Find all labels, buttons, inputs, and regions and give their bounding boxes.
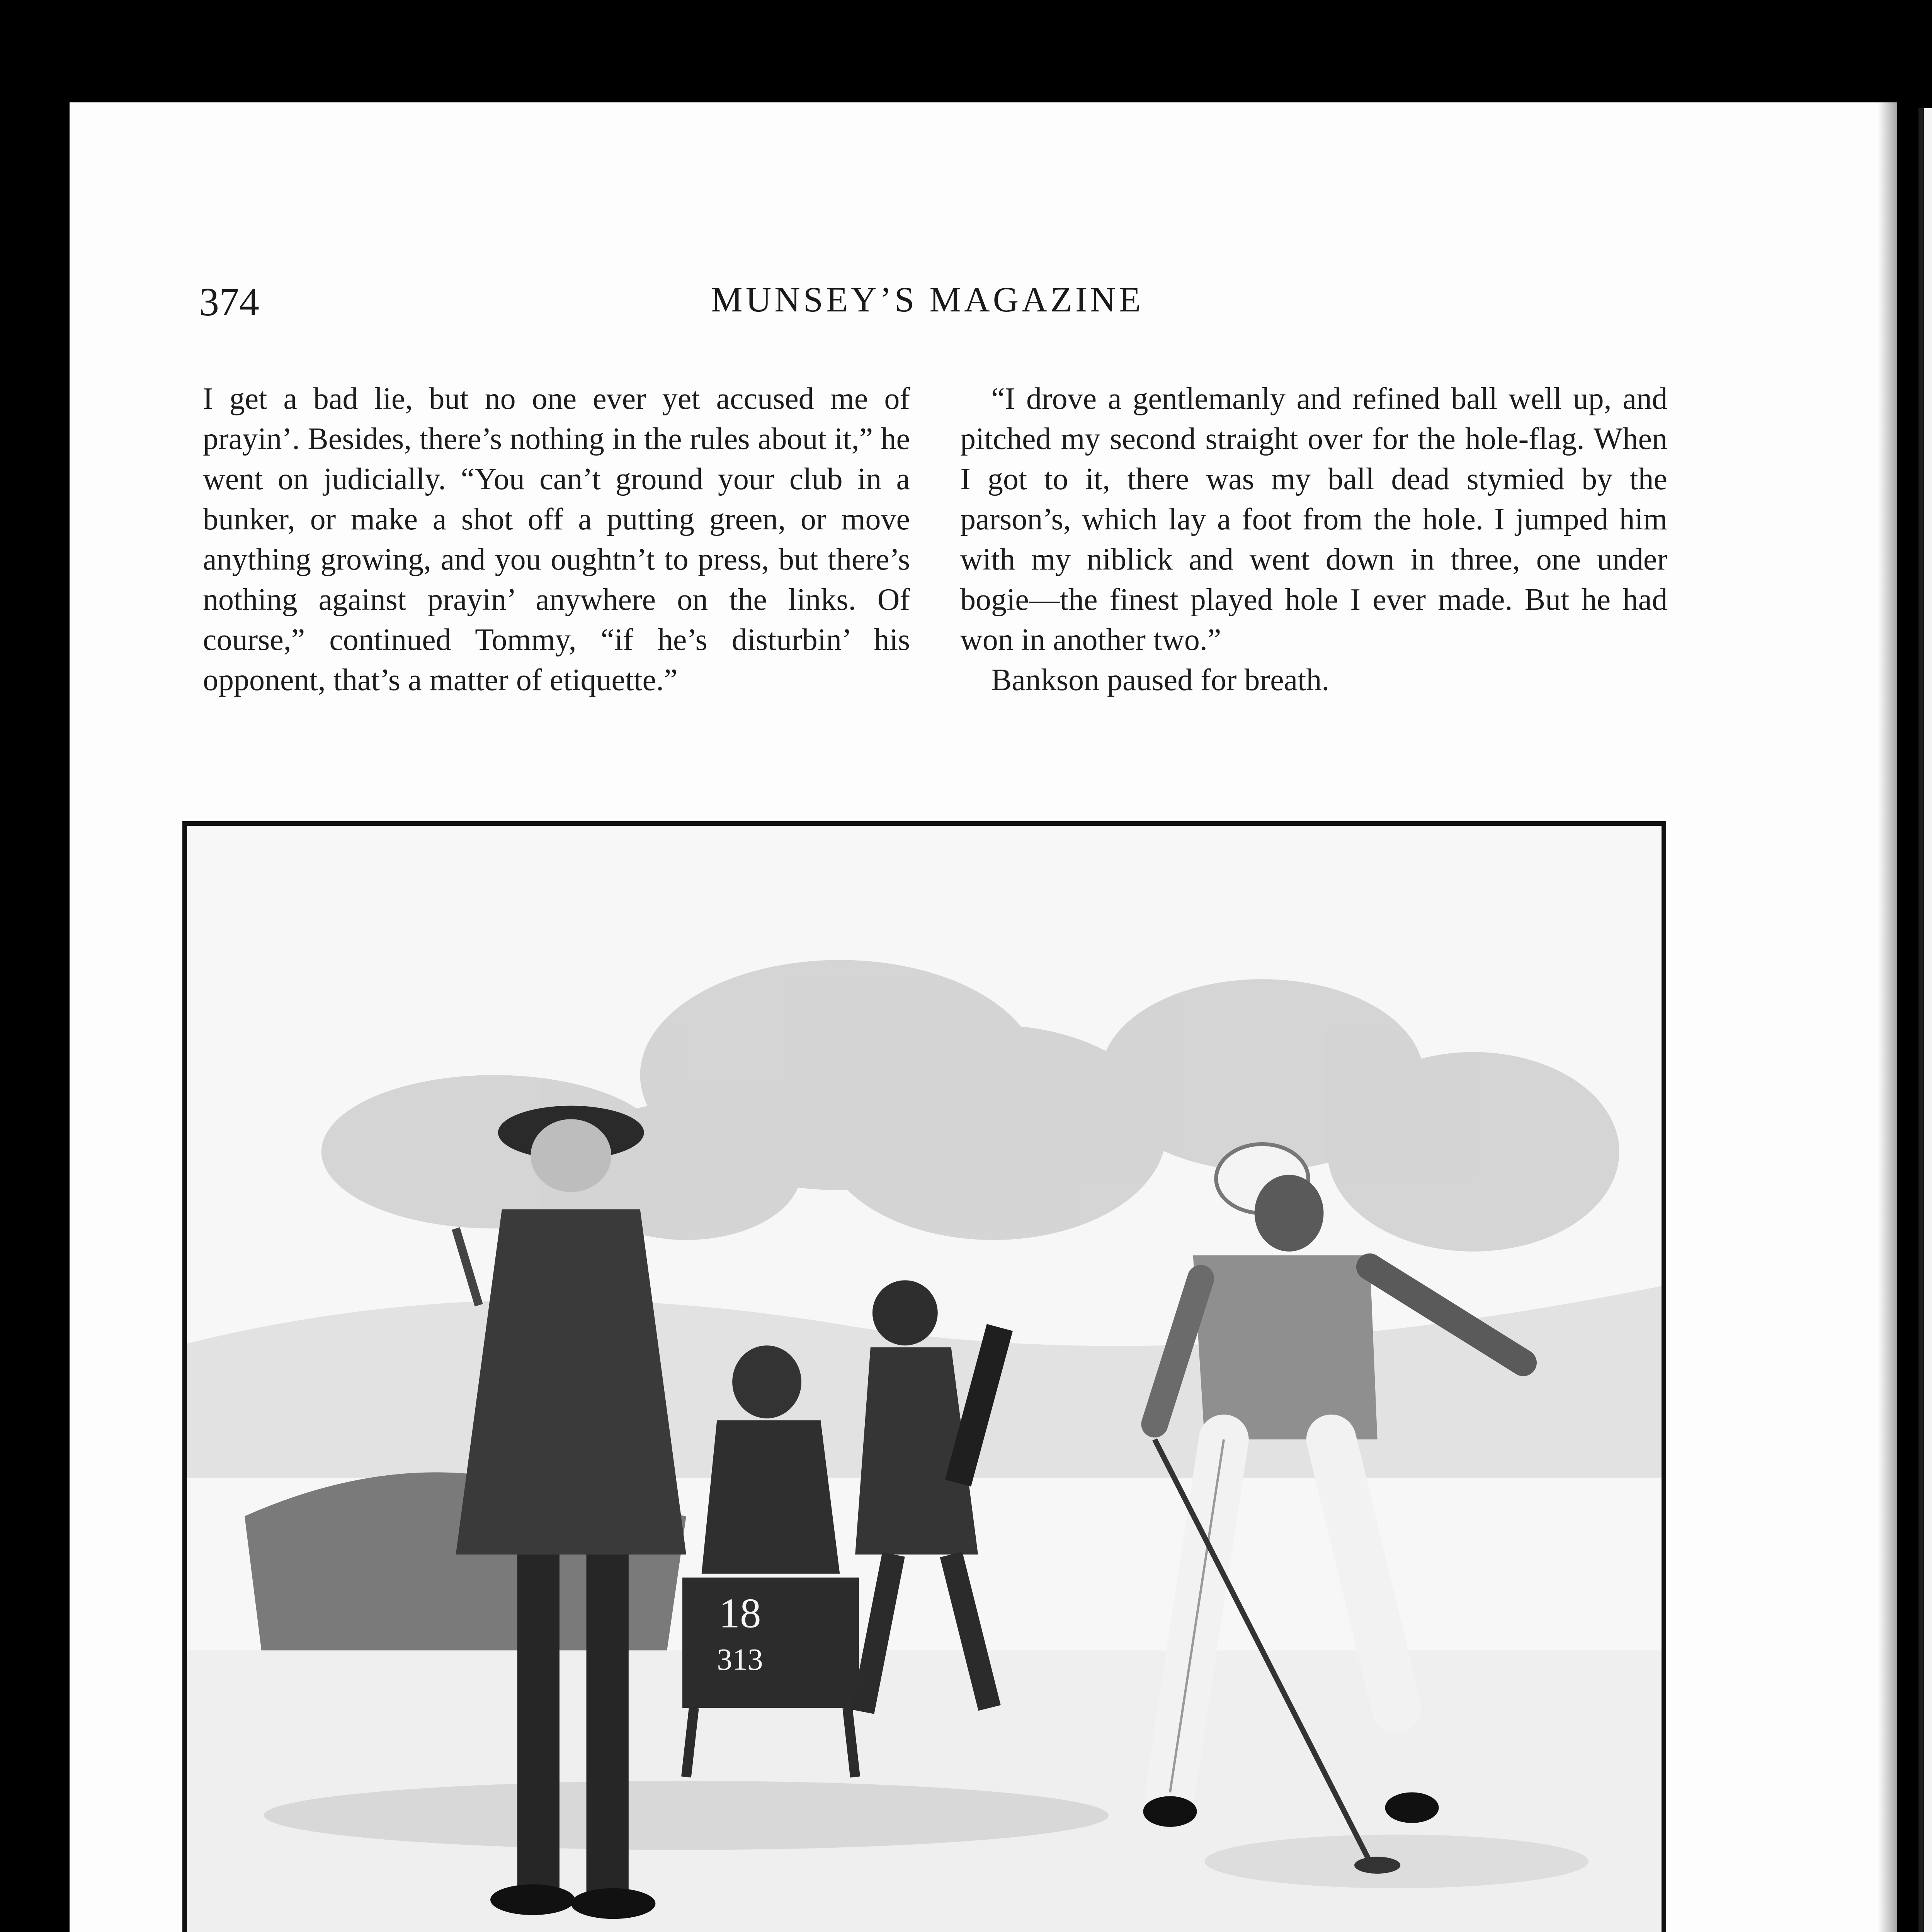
gutter-shadow: [1878, 102, 1897, 1932]
golf-illustration: [182, 821, 1666, 1932]
text-column-top-left: [203, 379, 910, 700]
paragraph: “I drove a gentlemanly and refined ball well up, and pitched my second straight over for the hole-flag. When I got to it, there was my ball dead stymied by the parson’s, which lay a foot from the hole. I jumped him with my niblick and went down in three, one under bogie—the finest played hole I ever made. But he had won in another two.”: [960, 382, 1667, 657]
paragraph: I get a bad lie, but no one ever yet accused me of prayin’. Besides, there’s nothing in the rules about it,” he went on judicially. “You can’t ground your club in a bunker, or make a shot off a putting green, or move anything growing, and you oughtn’t to press, but there’s nothing against prayin’ anywhere on the links. Of course,” continued Tommy, “if he’s disturbin’ his opponent, that’s a matter of etiquette.”: [203, 382, 910, 697]
text-column-top-right: [960, 379, 1667, 700]
illustration-drawing: [187, 826, 1662, 1932]
tee-box-number: 18: [719, 1590, 761, 1637]
running-title: MUNSEY’S MAGAZINE: [711, 280, 1144, 319]
background-trees: [321, 960, 1619, 1251]
next-page-edge: [1918, 108, 1932, 1932]
tee-box-yards: 313: [717, 1642, 763, 1677]
page-number: 374: [199, 280, 259, 324]
paragraph: Bankson paused for breath.: [991, 663, 1330, 697]
ground-shadow: [264, 1781, 1109, 1850]
